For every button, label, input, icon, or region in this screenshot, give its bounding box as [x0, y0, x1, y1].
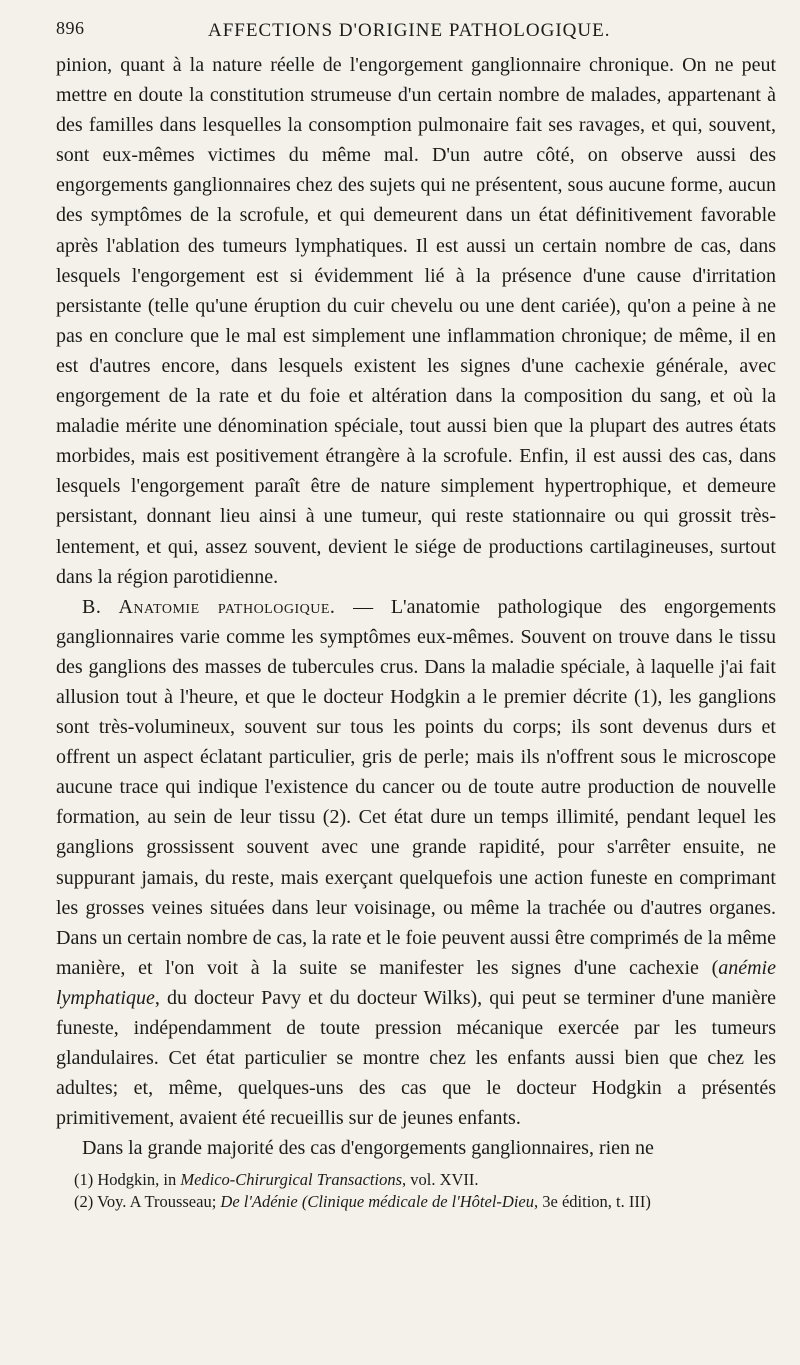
paragraph-1: pinion, quant à la nature réelle de l'engorgement ganglionnaire chronique. On ne peut mettre en doute la constitution strumeuse d'un certain nombre de malades, appartenant à des familles dans lesquelles la consomption pulmonaire fait ses ravages, et qui, souvent, sont eux-mêmes victimes du même mal. D'un autre côté, on observe aussi des engorgements ganglionnaires chez des sujets qui ne présentent, sous aucune forme, aucun des symptômes de la scrofule, et qui demeurent dans un état définitivement favorable après l'ablation des tumeurs lymphatiques. Il est aussi un certain nombre de cas, dans lesquels l'engorgement est si évidemment lié à la présence d'une cause d'irritation persistante (telle qu'une éruption du cuir chevelu ou une dent cariée), qu'on a peine à ne pas en conclure que le mal est simplement une inflammation chronique; de même, il en est d'autres encore, dans lesquels existent les signes d'une cachexie générale, avec engorgement de la rate et du foie et altération dans la composition du sang, et où la maladie mérite une dénomination spéciale, tout aussi bien que la plupart des autres états morbides, mais est positivement étrangère à la scrofule. Enfin, il est aussi des cas, dans lesquels l'engorgement paraît être de nature simplement hypertrophique, et demeure persistant, donnant lieu ainsi à une tumeur, qui reste stationnaire ou qui grossit très-lentement, et qui, assez souvent, devient le siége de productions cartilagineuses, surtout dans la région parotidienne.	[56, 54, 776, 588]
footnote-2-suffix: , 3e édition, t. III)	[534, 1192, 651, 1212]
paragraph-3: Dans la grande majorité des cas d'engorgements ganglionnaires, rien ne	[82, 1137, 654, 1160]
running-head: AFFECTIONS D'ORIGINE PATHOLOGIQUE.	[208, 20, 611, 41]
footnote-1	[56, 1169, 776, 1191]
page-number: 896	[56, 18, 85, 38]
page-header	[56, 10, 776, 50]
footnotes	[56, 1169, 776, 1213]
section-b-text-2: , du docteur Pavy et du docteur Wilks), qui peut se terminer d'une manière funeste, indépendamment de toute pression mécanique exercée par les tumeurs glandulaires. Cet état particulier se montre chez les enfants aussi bien que chez les adultes; et, même, quelques-uns des cas que le docteur Hodgkin a présentés primitivement, avaient été recueillis sur de jeunes enfants.	[56, 986, 776, 1130]
footnote-1-title: Medico-Chirurgical Transactions	[180, 1170, 403, 1190]
footnote-2	[56, 1191, 776, 1213]
body-text	[56, 50, 776, 1163]
section-b-label: B. Anatomie pathologique.	[82, 595, 336, 618]
footnote-2-prefix: (2) Voy. A Trousseau;	[74, 1192, 221, 1212]
footnote-1-suffix: , vol. XVII.	[402, 1170, 479, 1190]
footnote-2-title: De l'Adénie (Clinique médicale de l'Hôtel-Dieu	[220, 1192, 534, 1212]
section-b-text-1: — L'anatomie pathologique des engorgements ganglionnaires varie comme les symptômes eux-mêmes. Souvent on trouve dans le tissu des ganglions des masses de tubercules crus. Dans la maladie spéciale, à laquelle j'ai fait allusion tout à l'heure, et que le docteur Hodgkin a le premier décrite (1), les ganglions sont très-volumineux, souvent sur tous les points du corps; ils sont devenus durs et offrent un aspect éclatant particulier, gris de perle; mais ils n'offrent sous le microscope aucune trace qui indique l'existence du cancer ou de toute autre production de nouvelle formation, au sein de leur tissu (2). Cet état dure un temps illimité, pendant lequel les ganglions grossissent souvent avec une grande rapidité, pour s'arrêter ensuite, ne suppurant jamais, du reste, mais exerçant quelquefois une action funeste en comprimant les grosses veines situées dans leur voisinage, ou même la trachée ou d'autres organes. Dans un certain nombre de cas, la rate et le foie peuvent aussi être comprimés de la même manière, et l'on voit à la suite se manifester les signes d'une cachexie (	[56, 595, 776, 979]
paragraph-section-b	[56, 592, 776, 1134]
section-b-italic: anémie lymphatique	[56, 956, 776, 1009]
footnote-1-prefix: (1) Hodgkin, in	[74, 1170, 181, 1190]
